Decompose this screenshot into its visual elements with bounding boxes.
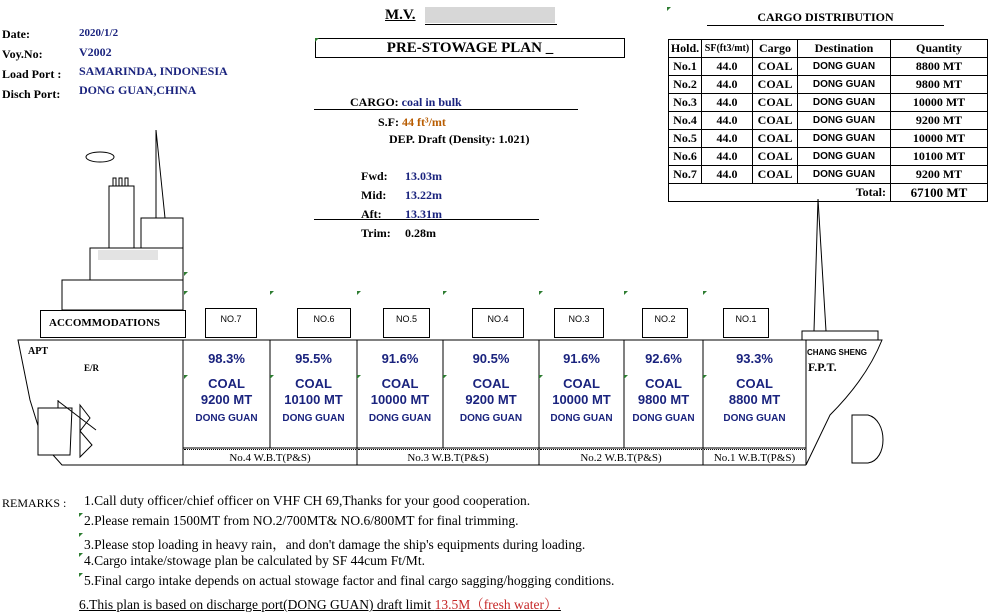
comment-marker <box>443 375 447 379</box>
comment-marker <box>624 375 628 379</box>
cell-sf: 44.0 <box>702 130 753 148</box>
comment-marker <box>357 375 361 379</box>
hold-qty: 9200 MT <box>200 392 253 407</box>
cell-cargo: COAL <box>753 166 798 184</box>
cell-destination: DONG GUAN <box>798 148 891 166</box>
fpt-label: F.P.T. <box>808 360 837 374</box>
sf-value: 44 ft³/mt <box>402 115 446 129</box>
remark-6-text: 6.This plan is based on discharge port(DONG GUAN) draft limit <box>79 597 435 612</box>
hold-qty: 8800 MT <box>728 392 781 407</box>
cell-sf: 44.0 <box>702 148 753 166</box>
draft-label: DEP. Draft (Density: 1.021) <box>389 132 530 146</box>
cell-destination: DONG GUAN <box>798 94 891 112</box>
hold-cargo: COAL <box>472 376 510 391</box>
aft-label: Aft: <box>361 207 382 221</box>
cell-destination: DONG GUAN <box>798 58 891 76</box>
fwd-label: Fwd: <box>361 169 388 183</box>
remark-6-draft-limit: 13.5M（fresh water）. <box>434 597 561 612</box>
cell-quantity: 9200 MT <box>891 112 988 130</box>
cell-hold: No.5 <box>669 130 702 148</box>
trim-label: Trim: <box>361 226 391 240</box>
hold-label-no7: NO.7 <box>205 308 257 338</box>
remarks-label: REMARKS : <box>2 496 67 510</box>
cell-cargo: COAL <box>753 112 798 130</box>
hold-dest: DONG GUAN <box>632 413 695 424</box>
brand-label: CHANG SHENG <box>807 348 868 357</box>
cell-sf: 44.0 <box>702 76 753 94</box>
cell-quantity: 10100 MT <box>891 148 988 166</box>
cell-hold: No.2 <box>669 76 702 94</box>
hold-cargo: COAL <box>563 376 600 391</box>
disch-port-value: DONG GUAN,CHINA <box>79 83 197 97</box>
hold-dest: DONG GUAN <box>195 413 258 424</box>
cell-hold: No.6 <box>669 148 702 166</box>
bridge-redacted <box>98 250 158 260</box>
load-port-value: SAMARINDA, INDONESIA <box>79 64 228 78</box>
cell-cargo: COAL <box>753 130 798 148</box>
comment-marker <box>270 291 274 295</box>
voy-value: V2002 <box>79 45 112 59</box>
plan-title: PRE-STOWAGE PLAN _ <box>315 38 625 58</box>
comment-marker <box>443 291 447 295</box>
col-destination: Destination <box>798 40 891 58</box>
hold-no6 <box>270 345 357 424</box>
cell-hold: No.3 <box>669 94 702 112</box>
hold-dest: DONG GUAN <box>282 413 345 424</box>
distribution-title: CARGO DISTRIBUTION <box>707 10 944 26</box>
hold-label-no4: NO.4 <box>472 308 524 338</box>
remark-1: 1.Call duty officer/chief officer on VHF CH 69,Thanks for your good cooperation. <box>84 493 531 508</box>
hold-no1 <box>703 345 806 424</box>
comment-marker <box>79 553 83 557</box>
comment-marker <box>624 291 628 295</box>
hold-qty: 10100 MT <box>284 392 343 407</box>
hold-no3 <box>539 345 624 424</box>
cell-hold: No.1 <box>669 58 702 76</box>
date-label: Date: <box>2 27 30 41</box>
comment-marker <box>539 375 543 379</box>
comment-marker <box>79 533 83 537</box>
hold-qty: 9800 MT <box>637 392 690 407</box>
cell-destination: DONG GUAN <box>798 112 891 130</box>
comment-marker <box>315 38 319 42</box>
col-cargo: Cargo <box>753 40 798 58</box>
comment-marker <box>79 573 83 577</box>
cell-sf: 44.0 <box>702 112 753 130</box>
wbt-no4: No.4 W.B.T(P&S) <box>184 449 356 465</box>
hold-fill-pct: 91.6% <box>381 351 419 366</box>
cell-sf: 44.0 <box>702 94 753 112</box>
hold-cargo: COAL <box>736 376 773 391</box>
cell-cargo: COAL <box>753 94 798 112</box>
hold-no2 <box>624 345 703 424</box>
cell-sf: 44.0 <box>702 58 753 76</box>
remark-4: 4.Cargo intake/stowage plan be calculated by SF 44cum Ft/Mt. <box>84 553 425 568</box>
col-hold: Hold. <box>669 40 702 58</box>
cell-quantity: 10000 MT <box>891 94 988 112</box>
hold-label-no6: NO.6 <box>297 308 351 338</box>
aft-value: 13.31m <box>405 207 442 221</box>
voy-label: Voy.No: <box>2 47 43 61</box>
hold-cargo: COAL <box>208 376 245 391</box>
hold-label-no5: NO.5 <box>383 308 430 338</box>
hold-qty: 10000 MT <box>370 392 430 407</box>
fwd-value: 13.03m <box>405 169 442 183</box>
col-quantity: Quantity <box>891 40 988 58</box>
hold-cargo: COAL <box>295 376 332 391</box>
col-sf: SF(ft3/mt) <box>702 40 753 58</box>
hold-cargo: COAL <box>381 376 419 391</box>
cell-quantity: 8800 MT <box>891 58 988 76</box>
cell-sf: 44.0 <box>702 166 753 184</box>
hold-label-no2: NO.2 <box>642 308 688 338</box>
cargo-label: CARGO: <box>350 95 399 109</box>
apt-label: APT <box>28 346 48 357</box>
comment-marker <box>703 291 707 295</box>
comment-marker <box>79 513 83 517</box>
hold-label-no3: NO.3 <box>554 308 604 338</box>
cell-quantity: 9800 MT <box>891 76 988 94</box>
wbt-no1: No.1 W.B.T(P&S) <box>704 449 805 465</box>
mid-label: Mid: <box>361 188 387 202</box>
trim-value: 0.28m <box>405 226 436 240</box>
hold-no5 <box>357 345 443 424</box>
hold-fill-pct: 95.5% <box>295 351 332 366</box>
cell-destination: DONG GUAN <box>798 166 891 184</box>
hold-dest: DONG GUAN <box>459 413 523 424</box>
hold-no4 <box>443 345 539 424</box>
vessel-title: M.V. <box>385 7 416 23</box>
cell-quantity: 10000 MT <box>891 130 988 148</box>
mid-value: 13.22m <box>405 188 442 202</box>
remark-6 <box>79 593 561 613</box>
wbt-no2: No.2 W.B.T(P&S) <box>540 449 702 465</box>
remark-2: 2.Please remain 1500MT from NO.2/700MT& NO.6/800MT for final trimming. <box>84 513 519 528</box>
er-label: E/R <box>84 363 100 373</box>
total-label: Total: <box>669 184 891 202</box>
comment-marker <box>184 272 188 276</box>
load-port-label: Load Port : <box>2 67 62 81</box>
disch-port-label: Disch Port: <box>2 87 61 101</box>
hold-dest: DONG GUAN <box>723 413 786 424</box>
cell-cargo: COAL <box>753 76 798 94</box>
hold-dest: DONG GUAN <box>368 413 432 424</box>
date-value: 2020/1/2 <box>79 27 119 39</box>
comment-marker <box>703 375 707 379</box>
cell-hold: No.7 <box>669 166 702 184</box>
hold-fill-pct: 91.6% <box>563 351 600 366</box>
wbt-no3: No.3 W.B.T(P&S) <box>358 449 538 465</box>
comment-marker <box>667 7 671 11</box>
comment-marker <box>184 375 188 379</box>
hold-no7 <box>183 345 270 424</box>
comment-marker <box>357 291 361 295</box>
cell-hold: No.4 <box>669 112 702 130</box>
accommodations-label: ACCOMMODATIONS <box>40 310 186 338</box>
hold-fill-pct: 92.6% <box>645 351 682 366</box>
comment-marker <box>539 291 543 295</box>
cell-destination: DONG GUAN <box>798 76 891 94</box>
hold-qty: 10000 MT <box>552 392 611 407</box>
hold-cargo: COAL <box>645 376 682 391</box>
cargo-value: coal in bulk <box>401 95 462 109</box>
total-value: 67100 MT <box>891 184 988 202</box>
hold-dest: DONG GUAN <box>550 413 613 424</box>
remark-5: 5.Final cargo intake depends on actual stowage factor and final cargo sagging/hogging conditions. <box>84 573 615 588</box>
comment-marker <box>270 375 274 379</box>
hold-fill-pct: 98.3% <box>208 351 245 366</box>
cell-cargo: COAL <box>753 58 798 76</box>
hold-qty: 9200 MT <box>465 392 517 407</box>
hold-fill-pct: 90.5% <box>472 351 510 366</box>
sf-label: S.F: <box>378 115 399 129</box>
hold-label-no1: NO.1 <box>723 308 769 338</box>
remark-3: 3.Please stop loading in heavy rain，and don't damage the ship's equipments during loading. <box>84 537 586 552</box>
cell-cargo: COAL <box>753 148 798 166</box>
hold-fill-pct: 93.3% <box>736 351 773 366</box>
comment-marker <box>184 291 188 295</box>
cell-quantity: 9200 MT <box>891 166 988 184</box>
cell-destination: DONG GUAN <box>798 130 891 148</box>
